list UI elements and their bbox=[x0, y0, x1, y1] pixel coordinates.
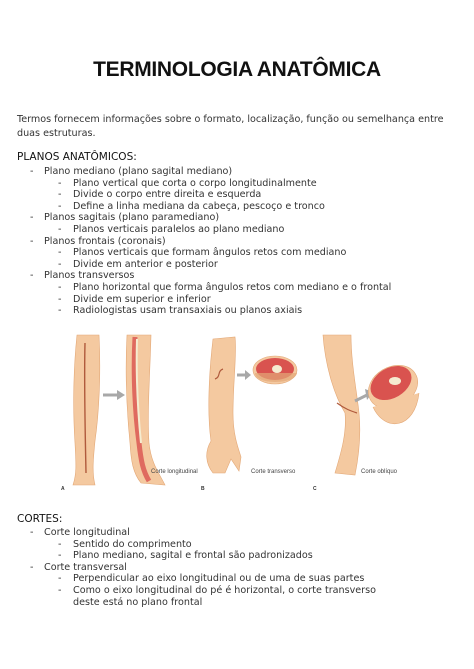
list-item bbox=[30, 527, 455, 562]
list-subitem: - Divide em superior e inferior bbox=[44, 294, 455, 306]
panel-b-illustration bbox=[201, 337, 297, 492]
panel-b-caption: Corte transverso bbox=[251, 469, 296, 475]
panel-a-illustration bbox=[61, 335, 198, 492]
list-subitem: - Define a linha mediana da cabeça, pescoço e tronco bbox=[44, 201, 455, 213]
list-item bbox=[30, 562, 455, 608]
list-subitem: - Planos verticais que formam ângulos retos com mediano bbox=[44, 247, 455, 259]
panel-a-letter: A bbox=[61, 486, 65, 492]
anatomical-cuts-figure bbox=[55, 333, 425, 496]
list-item bbox=[30, 270, 455, 316]
list-item-label: Corte transversal bbox=[44, 561, 127, 573]
list-subitem: - Divide em anterior e posterior bbox=[44, 259, 455, 271]
list-subitem: - Plano vertical que corta o corpo longitudinalmente bbox=[44, 178, 455, 190]
cuts-list bbox=[30, 527, 455, 608]
list-item-label: Plano mediano (plano sagital mediano) bbox=[44, 166, 233, 177]
list-item-label: Planos frontais (coronais) bbox=[44, 235, 166, 247]
list-item-label: Planos sagitais (plano paramediano) bbox=[44, 212, 220, 224]
cuts-heading: CORTES: bbox=[17, 513, 63, 525]
list-item bbox=[30, 166, 455, 212]
list-subitem: - Planos verticais paralelos ao plano mediano bbox=[44, 224, 455, 236]
list-subitem: - Plano horizontal que forma ângulos retos com mediano e o frontal bbox=[44, 282, 455, 294]
list-item-label: Planos transversos bbox=[44, 270, 135, 282]
panel-c-letter: C bbox=[313, 486, 317, 492]
planes-heading: PLANOS ANATÔMICOS: bbox=[17, 151, 137, 163]
panel-c-caption: Corte oblíquo bbox=[361, 469, 398, 475]
list-item bbox=[30, 212, 455, 235]
list-subitem: - Perpendicular ao eixo longitudinal ou de uma de suas partes bbox=[44, 573, 404, 585]
list-item-label: Corte longitudinal bbox=[44, 527, 130, 538]
planes-list bbox=[30, 166, 455, 317]
list-item bbox=[30, 236, 455, 271]
intro-paragraph: Termos fornecem informações sobre o formato, localização, função ou semelhança entre duas estruturas. bbox=[17, 114, 444, 139]
panel-a-caption: Corte longitudinal bbox=[151, 469, 198, 475]
list-subitem: - Radiologistas usam transaxiais ou planos axiais bbox=[44, 305, 455, 317]
list-subitem: - Plano mediano, sagital e frontal são padronizados bbox=[44, 550, 455, 562]
page-title: TERMINOLOGIA ANATÔMICA bbox=[93, 58, 381, 81]
list-subitem: - Divide o corpo entre direita e esquerda bbox=[44, 189, 455, 201]
panel-b-letter: B bbox=[201, 486, 205, 492]
list-subitem: - Como o eixo longitudinal do pé é horizontal, o corte transverso deste está no plano frontal bbox=[44, 585, 404, 608]
list-subitem: - Sentido do comprimento bbox=[44, 539, 455, 551]
panel-c-illustration bbox=[313, 335, 425, 492]
